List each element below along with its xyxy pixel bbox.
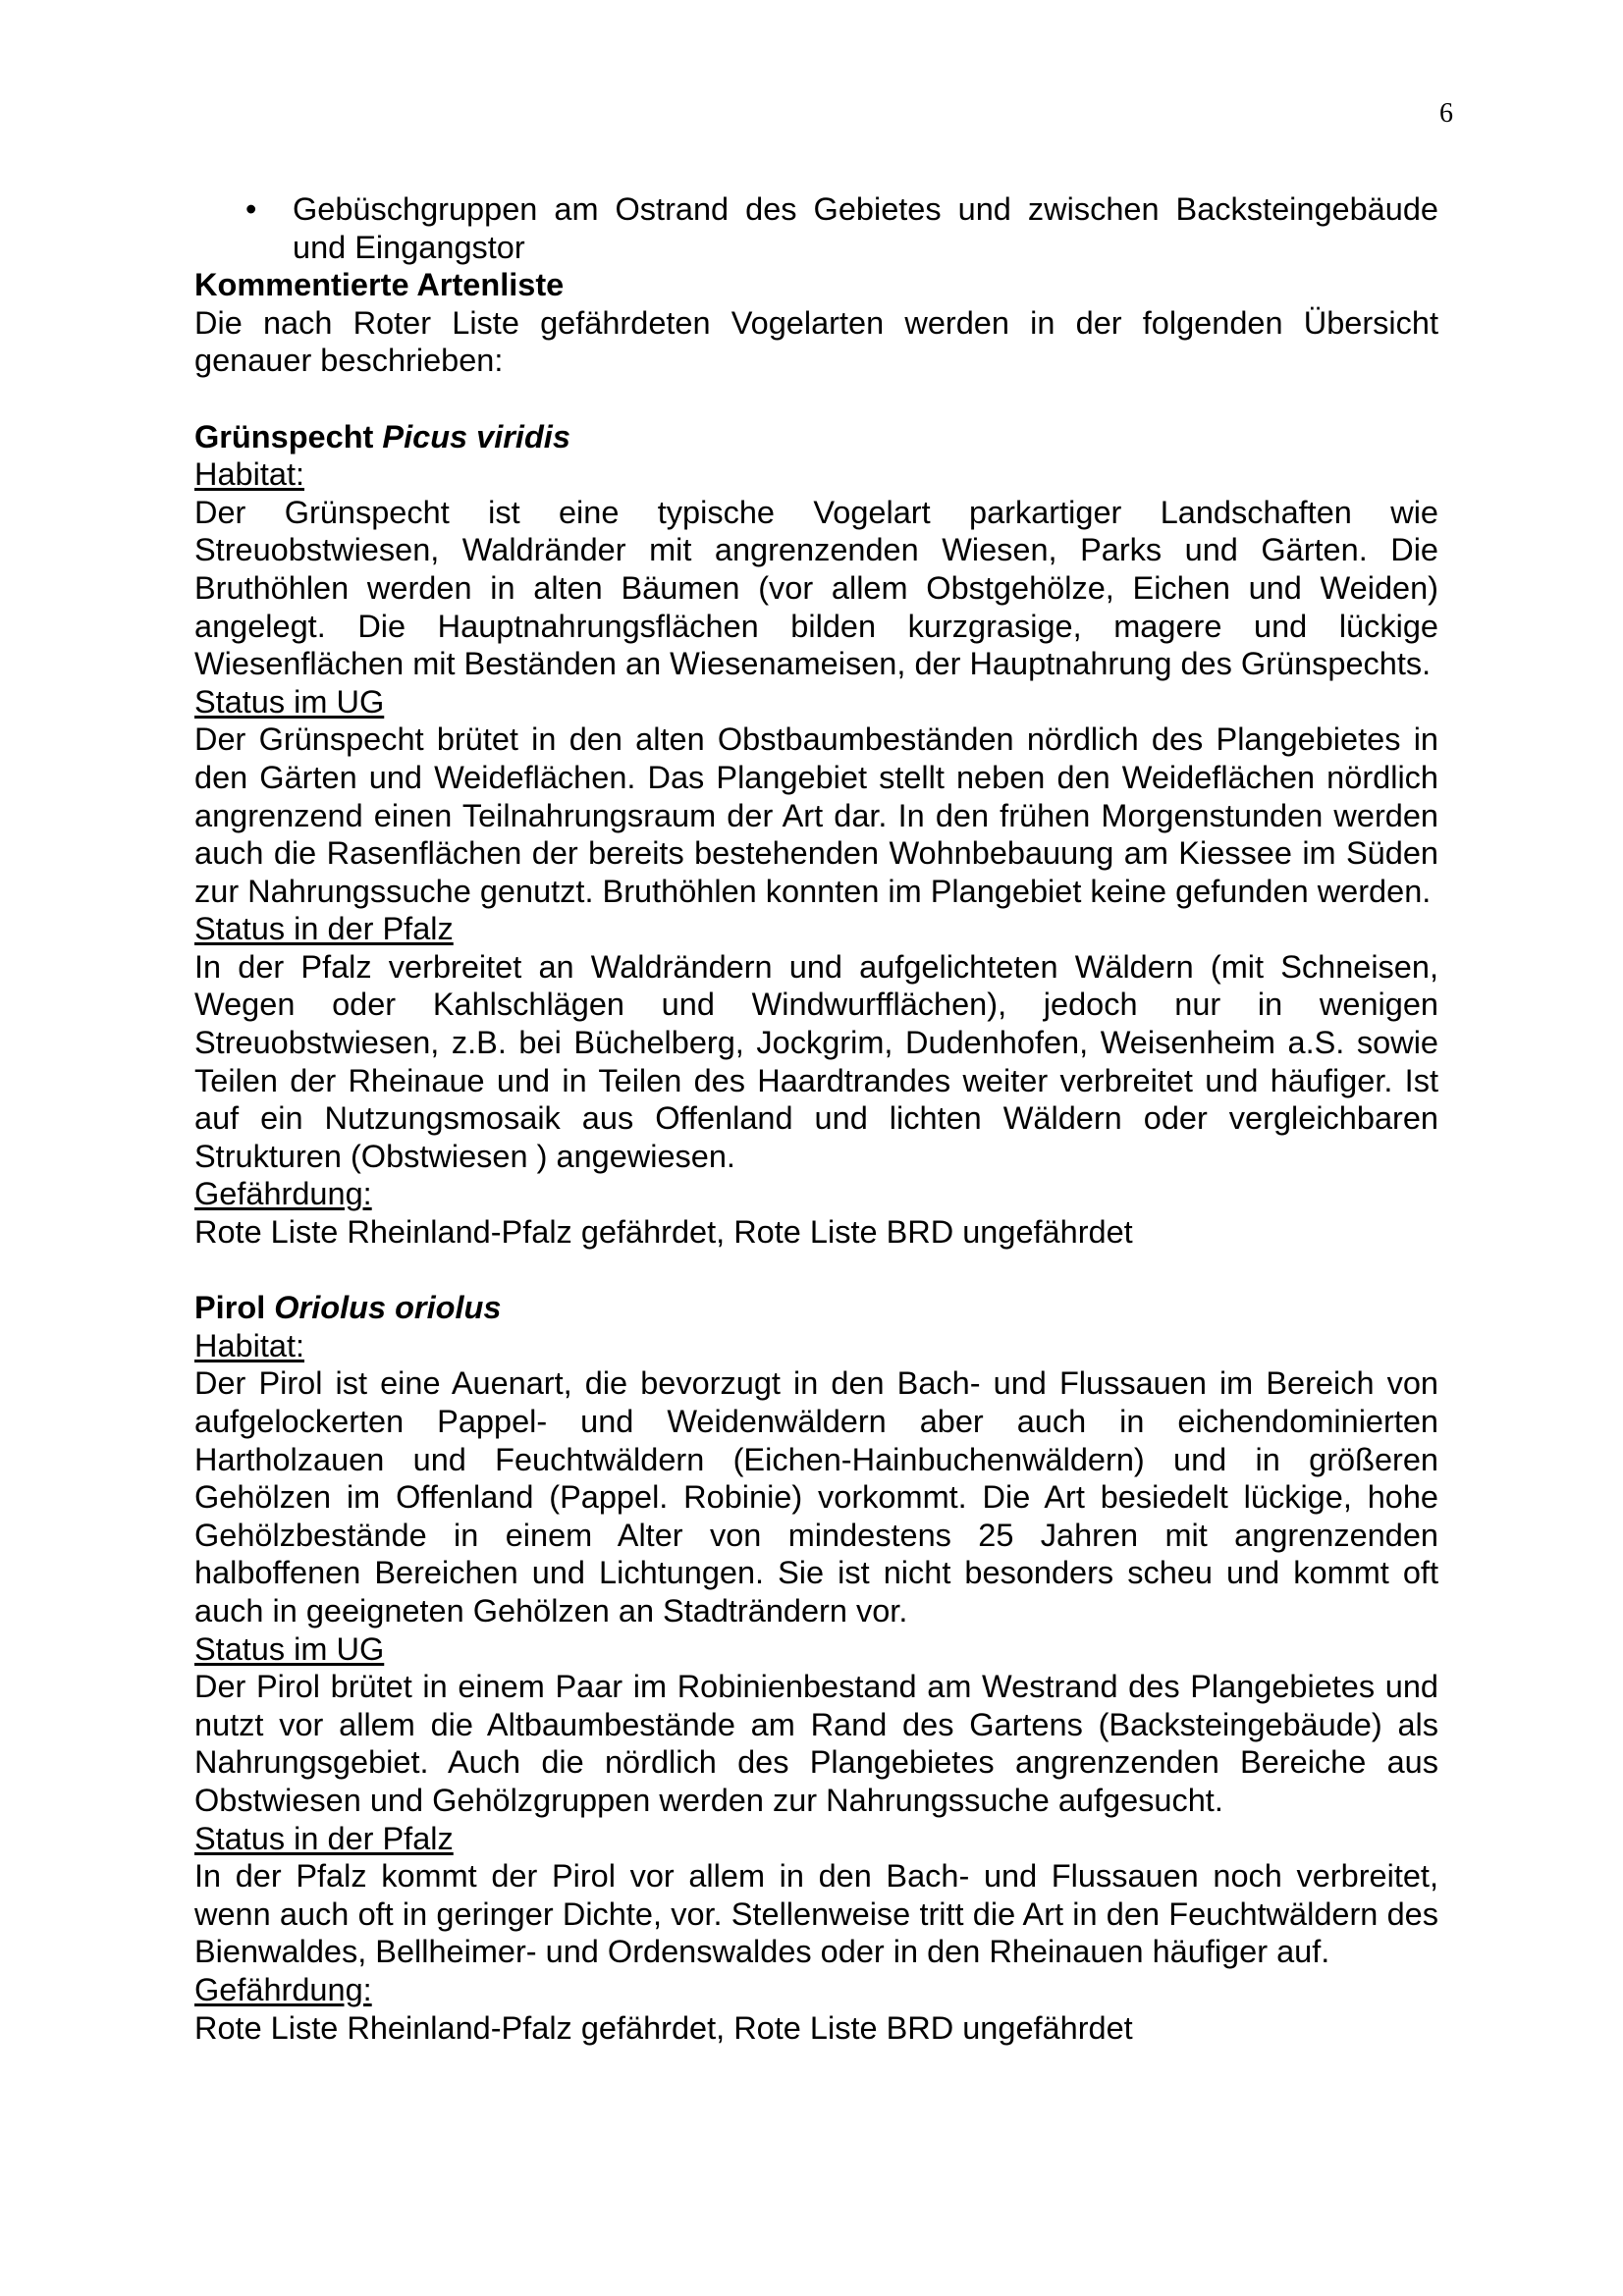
species-latin-name: Picus viridis: [382, 418, 570, 454]
species-common-name: Grünspecht: [194, 418, 374, 454]
status-pfalz-label: Status in der Pfalz: [194, 911, 454, 947]
gefaehrdung-label: Gefährdung:: [194, 1971, 372, 2007]
status-pfalz-text: In der Pfalz kommt der Pirol vor allem in den Bach- und Flussauen noch verbreitet, wenn auch oft in geringer Dichte, vor. Stellenweise tritt die Art in den Feuchtwäldern des Bienwaldes, Bellheimer- und Ordenswaldes oder in den Rheinauen häufiger auf.: [194, 1858, 1438, 1970]
species-section-pirol: [194, 1289, 1438, 2047]
species-section-gruenspecht: [194, 418, 1438, 1252]
species-latin-name: Oriolus oriolus: [274, 1290, 502, 1326]
habitat-text: Der Pirol ist eine Auenart, die bevorzugt in den Bach- und Flussauen im Bereich von aufgelockerten Pappel- und Weidenwäldern aber auch in eichendominierten Hartholzauen und Feuchtwäldern (Eichen-Hainbuchenwäldern) und in größeren Gehölzen im Offenland (Pappel. Robinie) vorkommt. Die Art besiedelt lückige, hohe Gehölzbestände in einem Alter von mindestens 25 Jahren mit angrenzenden halboffenen Bereichen und Lichtungen. Sie ist nicht besonders scheu und kommt oft auch in geeigneten Gehölzen an Stadträndern vor.: [194, 1365, 1438, 1629]
spacer: [194, 1252, 1438, 1290]
species-title: [194, 1289, 1438, 1327]
bullet-icon: •: [245, 191, 257, 227]
bullet-text: Gebüschgruppen am Ostrand des Gebietes und zwischen Backsteingebäude und Eingangstor: [293, 191, 1438, 265]
status-pfalz-label: Status in der Pfalz: [194, 1820, 454, 1856]
habitat-label: Habitat:: [194, 456, 305, 493]
species-common-name: Pirol: [194, 1290, 266, 1326]
spacer: [194, 380, 1438, 418]
status-ug-label: Status im UG: [194, 683, 385, 720]
intro-paragraph: Die nach Roter Liste gefährdeten Vogelarten werden in der folgenden Übersicht genauer beschrieben:: [194, 304, 1438, 379]
status-pfalz-text: In der Pfalz verbreitet an Waldrändern und aufgelichteten Wäldern (mit Schneisen, Wegen oder Kahlschlägen und Windwurfflächen), jedoch nur in wenigen Streuobstwiesen, z.B. bei Büchelberg, Jockgrim, Dudenhofen, Weisenheim a.S. sowie Teilen der Rheinaue und in Teilen des Haardtrandes weiter verbreitet und häufiger. Ist auf ein Nutzungsmosaik aus Offenland und lichten Wäldern oder vergleichbaren Strukturen (Obstwiesen ) angewiesen.: [194, 948, 1438, 1174]
habitat-label: Habitat:: [194, 1327, 305, 1363]
status-ug-label: Status im UG: [194, 1630, 385, 1667]
section-heading: Kommentierte Artenliste: [194, 267, 565, 303]
page-number: 6: [1439, 98, 1453, 129]
document-body: [194, 190, 1438, 2047]
status-ug-text: Der Pirol brütet in einem Paar im Robinienbestand am Westrand des Plangebietes und nutzt vor allem die Altbaumbestände am Rand des Gartens (Backsteingebäude) als Nahrungsgebiet. Auch die nördlich des Plangebietes angrenzenden Bereiche aus Obstwiesen und Gehölzgruppen werden zur Nahrungssuche aufgesucht.: [194, 1669, 1438, 1818]
habitat-text: Der Grünspecht ist eine typische Vogelart parkartiger Landschaften wie Streuobstwiesen, Waldränder mit angrenzenden Wiesen, Parks und Gärten. Die Bruthöhlen werden in alten Bäumen (vor allem Obstgehölze, Eichen und Weiden) angelegt. Die Hauptnahrungsflächen bilden kurzgrasige, magere und lückige Wiesenflächen mit Beständen an Wiesenameisen, der Hauptnahrung des Grünspechts.: [194, 494, 1438, 682]
species-title: [194, 418, 1438, 456]
gefaehrdung-text: Rote Liste Rheinland-Pfalz gefährdet, Rote Liste BRD ungefährdet: [194, 2009, 1133, 2046]
gefaehrdung-label: Gefährdung:: [194, 1176, 372, 1212]
status-ug-text: Der Grünspecht brütet in den alten Obstbaumbeständen nördlich des Plangebietes in den Gärten und Weideflächen. Das Plangebiet stellt neben den Weideflächen nördlich angrenzend einen Teilnahrungsraum der Art dar. In den frühen Morgenstunden werden auch die Rasenflächen der bereits bestehenden Wohnbebauung am Kiessee im Süden zur Nahrungssuche genutzt. Bruthöhlen konnten im Plangebiet keine gefunden werden.: [194, 721, 1438, 909]
gefaehrdung-text: Rote Liste Rheinland-Pfalz gefährdet, Rote Liste BRD ungefährdet: [194, 1214, 1133, 1251]
bullet-list-item: [194, 190, 1438, 266]
